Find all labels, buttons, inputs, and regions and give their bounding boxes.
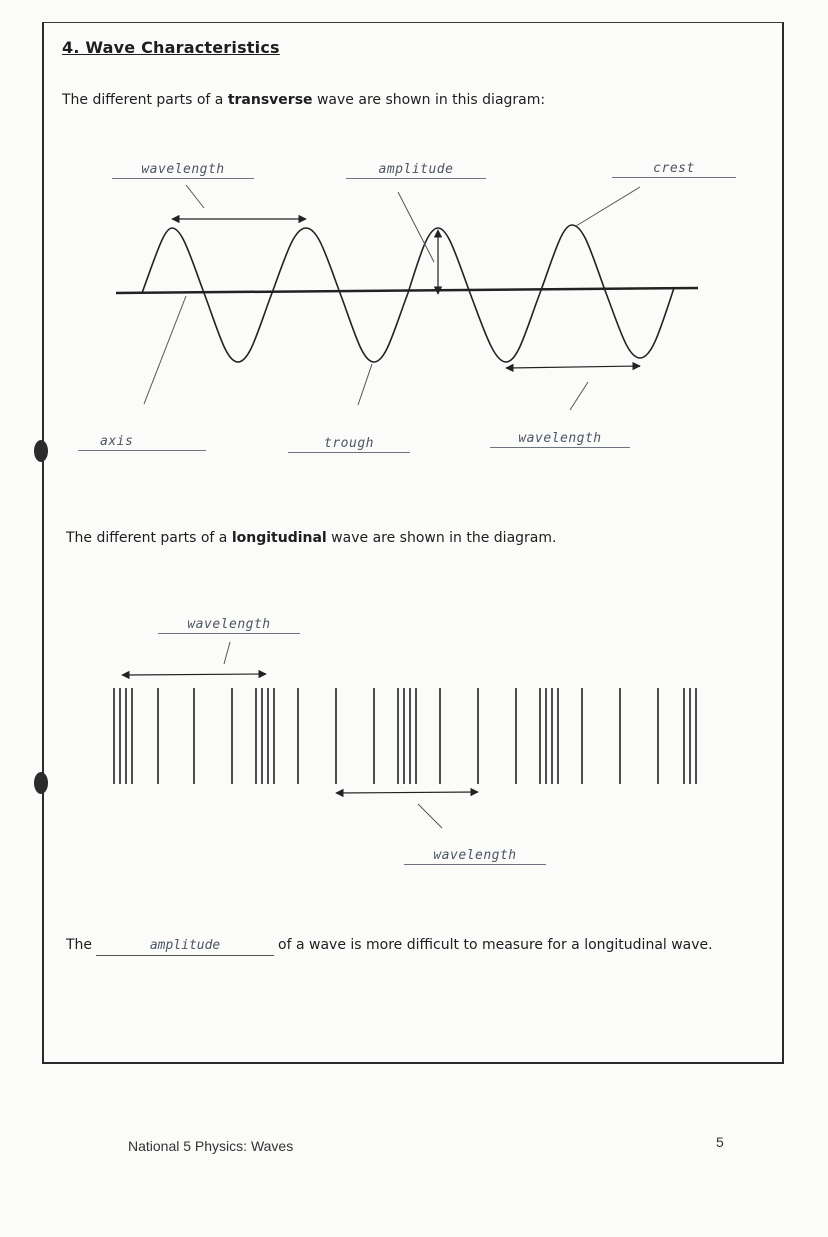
pointer-long-wavelength-top [224, 642, 230, 664]
label-wavelength-bottom: wavelength [490, 431, 630, 448]
transverse-intro-after: wave are shown in this diagram: [312, 92, 546, 108]
longitudinal-intro-before: The different parts of a [66, 530, 232, 546]
label-amplitude: amplitude [346, 162, 486, 179]
long-wavelength-arrow-bottom [336, 792, 478, 793]
pointer-long-wavelength-bottom [418, 804, 442, 828]
label-crest: crest [612, 161, 736, 178]
transverse-intro-before: The different parts of a [62, 92, 228, 108]
label-trough: trough [288, 436, 410, 453]
question-sentence [66, 928, 746, 962]
label-long-wavelength-top: wavelength [158, 617, 300, 634]
question-after: of a wave is more difficult to measure for a longitudinal wave. [278, 937, 713, 953]
page-number: 5 [716, 1134, 724, 1150]
footer-title: National 5 Physics: Waves [128, 1138, 294, 1154]
label-wavelength-top: wavelength [112, 162, 254, 179]
long-wavelength-arrow-top [122, 674, 266, 675]
longitudinal-intro-after: wave are shown in the diagram. [326, 530, 557, 546]
answer-blank[interactable]: amplitude [96, 937, 274, 956]
section-title: 4. Wave Characteristics [62, 38, 280, 57]
label-axis: axis [78, 434, 206, 451]
longitudinal-intro-bold: longitudinal [231, 530, 327, 546]
compression-lines [114, 688, 696, 784]
question-before: The [66, 937, 93, 953]
transverse-intro-bold: transverse [227, 92, 313, 108]
label-long-wavelength-bottom: wavelength [404, 848, 546, 865]
